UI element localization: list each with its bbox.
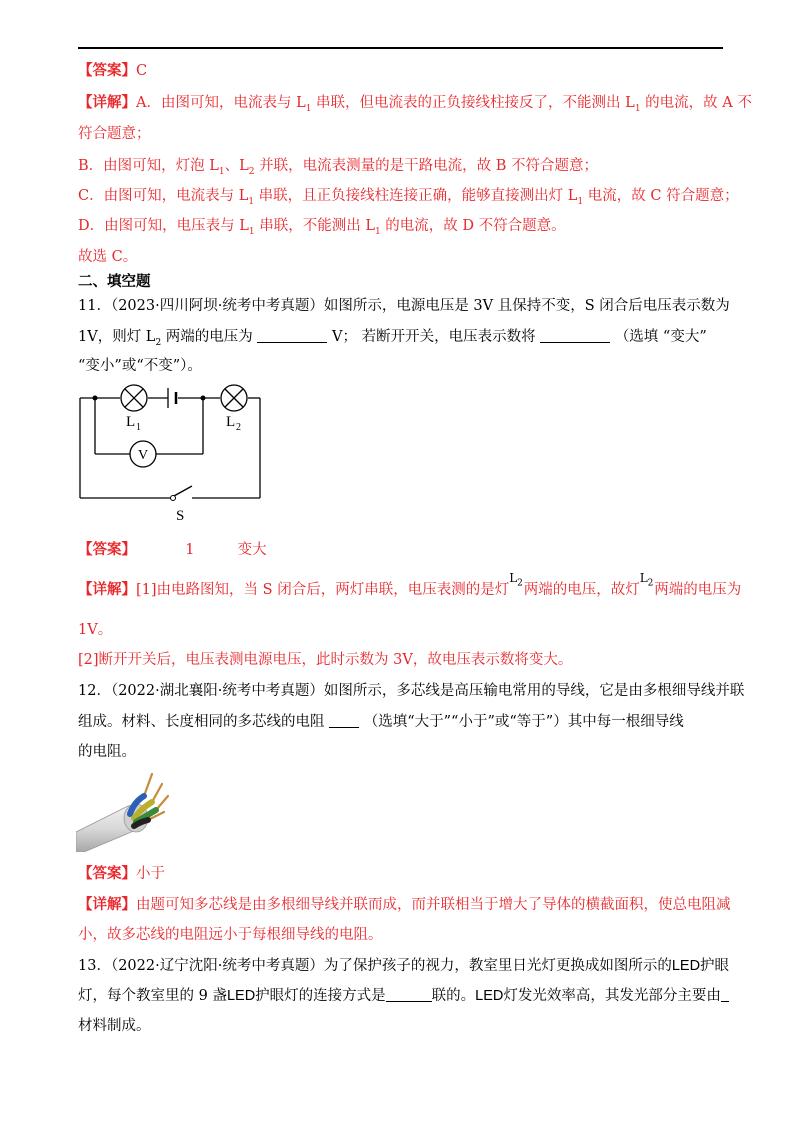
text: 护眼 <box>700 958 730 974</box>
answer-value-1: 1 <box>185 542 195 558</box>
q12-detail-line-2: 小，故多芯线的电阻远小于每根细导线的电阻。 <box>78 927 383 943</box>
answer-tag: 【答案】 <box>78 62 136 79</box>
text: 、L <box>224 158 249 174</box>
q11-detail-line-2: 1V。 <box>78 622 113 638</box>
detail-tag: 【详解】 <box>78 896 136 913</box>
q13-stem-line-3: 材料制成。 <box>78 1018 151 1034</box>
text: [1]由电路图知，当 S 闭合后，两灯串联，电压表测的是灯 <box>136 582 510 598</box>
text: 灯，每个教室里的 9 盏 <box>78 988 227 1004</box>
text: 两端的电压，故灯 <box>523 582 640 598</box>
answer-value: 小于 <box>136 866 165 882</box>
q12-answer-line <box>78 864 165 884</box>
text: 的电流，故 A 不 <box>640 95 752 111</box>
q10-detail-line-1 <box>78 93 752 119</box>
multicore-cable-image <box>76 768 172 852</box>
q11-stem-line-3: “变小”或“不变”）。 <box>78 358 202 374</box>
circuit-diagram <box>70 382 270 522</box>
header-rule <box>78 47 723 49</box>
question-source: （2022·湖北襄阳·统考中考真题） <box>110 683 324 699</box>
subscript: 1 <box>305 103 312 114</box>
text: A．由图可知，电流表与 L <box>136 95 306 111</box>
answer-blank <box>329 713 359 728</box>
lamp-l2 <box>221 385 247 411</box>
section-heading: 二、填空题 <box>78 273 151 290</box>
junction-dot <box>201 396 206 401</box>
q12-detail-line-1 <box>78 895 731 915</box>
text: LED <box>475 988 504 1004</box>
subscript: 2 <box>248 166 255 177</box>
text: 如图所示，电源电压是 3V 且保持不变，S 闭合后电压表示数为 <box>323 298 730 314</box>
q11-stem-line-1 <box>78 296 730 316</box>
text: 串联，且正负接线柱连接正确，能够直接测出灯 L <box>254 188 578 204</box>
detail-tag: 【详解】 <box>78 581 136 598</box>
lamp-l1 <box>121 385 147 411</box>
text: 如图所示，多芯线是高压输电常用的导线，它是由多根细导线并联 <box>323 683 745 699</box>
l2-symbol <box>509 571 524 598</box>
subscript: 1 <box>248 226 255 237</box>
answer-tag: 【答案】 <box>78 541 136 558</box>
text: L <box>509 571 518 585</box>
text: 的电流，故 D 不符合题意。 <box>380 218 566 234</box>
switch-blade <box>174 486 192 496</box>
text: LED <box>671 958 701 974</box>
text: 护眼灯的连接方式是 <box>255 988 386 1004</box>
text: 电流，故 C 符合题意； <box>583 188 739 204</box>
subscript: 1 <box>577 196 584 207</box>
label-l1: L <box>126 414 136 430</box>
text: 灯发光效率高，其发光部分主要由 <box>503 988 721 1004</box>
q11-detail-line-3: [2]断开开关后，电压表测电源电压，此时示数为 3V，故电压表示数将变大。 <box>78 652 573 668</box>
label-l2: L <box>226 414 236 430</box>
text: （选填 “变大” <box>614 329 707 345</box>
answer-blank <box>386 987 432 1002</box>
q12-stem-line-2 <box>78 712 684 732</box>
text: 联的。 <box>431 988 476 1004</box>
switch-pivot <box>171 496 176 501</box>
q10-detail-line-3 <box>78 156 598 182</box>
subscript: 1 <box>634 103 641 114</box>
answer-blank <box>721 987 729 1002</box>
q13-stem-line-1 <box>78 956 729 976</box>
label-l2-sub: 2 <box>236 422 241 433</box>
q11-answer-line <box>78 540 267 560</box>
junction-dot <box>93 396 98 401</box>
q13-stem-line-2 <box>78 986 729 1006</box>
q10-conclusion: 故选 C。 <box>78 249 138 265</box>
subscript: 1 <box>374 226 381 237</box>
l2-symbol-text <box>509 568 523 593</box>
label-l1-sub: 1 <box>136 422 141 433</box>
text: C．由图可知，电流表与 L <box>78 188 249 204</box>
text: 由题可知多芯线是由多根细导线并联而成，而并联相当于增大了导体的横截面积，使总电阻减 <box>136 897 731 913</box>
text: 两端的电压为 <box>654 582 742 598</box>
voltmeter-label: V <box>137 448 149 463</box>
answer-value-2: 变大 <box>237 542 267 558</box>
q10-detail-line-2: 符合题意； <box>78 126 151 142</box>
subscript: 2 <box>155 337 162 348</box>
text: 组成。材料、长度相同的多芯线的电阻 <box>78 714 325 730</box>
text: B．由图可知，灯泡 L <box>78 158 219 174</box>
text: 两端的电压为 <box>161 329 253 345</box>
answer-blank <box>257 328 327 343</box>
answer-blank <box>540 328 610 343</box>
text: LED <box>226 988 256 1004</box>
question-source: （2023·四川阿坝·统考中考真题） <box>110 298 324 314</box>
subscript: 2 <box>517 578 523 589</box>
q10-answer-line <box>78 61 147 81</box>
q10-detail-line-4 <box>78 186 739 212</box>
subscript: 1 <box>248 196 255 207</box>
text: L <box>639 571 648 585</box>
detail-tag: 【详解】 <box>78 94 136 111</box>
text: D．由图可知，电压表与 L <box>78 218 249 234</box>
text: 1V，则灯 L <box>78 329 156 345</box>
answer-value: C <box>136 63 148 79</box>
q12-stem-line-1 <box>78 681 744 701</box>
subscript: 2 <box>647 578 654 589</box>
question-number: 11． <box>78 298 111 314</box>
text: V； 若断开开关，电压表示数将 <box>332 329 536 345</box>
q10-detail-line-5 <box>78 216 566 242</box>
q11-detail-line-1 <box>78 571 742 600</box>
text: （选填“大于”“小于”或“等于”）其中每一根细导线 <box>363 714 684 730</box>
answer-tag: 【答案】 <box>78 865 136 882</box>
text: 为了保护孩子的视力，教室里日光灯更换成如图所示的 <box>323 958 672 974</box>
question-number: 12． <box>78 683 111 699</box>
label-switch: S <box>176 508 185 522</box>
q12-stem-line-3: 的电阻。 <box>78 744 136 760</box>
text: 并联，电流表测量的是干路电流，故 B 不符合题意； <box>254 158 598 174</box>
subscript: 1 <box>218 166 225 177</box>
q11-stem-line-2 <box>78 327 707 353</box>
question-source: （2022·辽宁沈阳·统考中考真题） <box>110 958 324 974</box>
text: 串联，不能测出 L <box>254 218 375 234</box>
l2-symbol-text <box>640 568 654 593</box>
question-number: 13． <box>78 958 111 974</box>
text: 串联，但电流表的正负接线柱接反了，不能测出 L <box>311 95 635 111</box>
l2-symbol <box>639 571 655 598</box>
